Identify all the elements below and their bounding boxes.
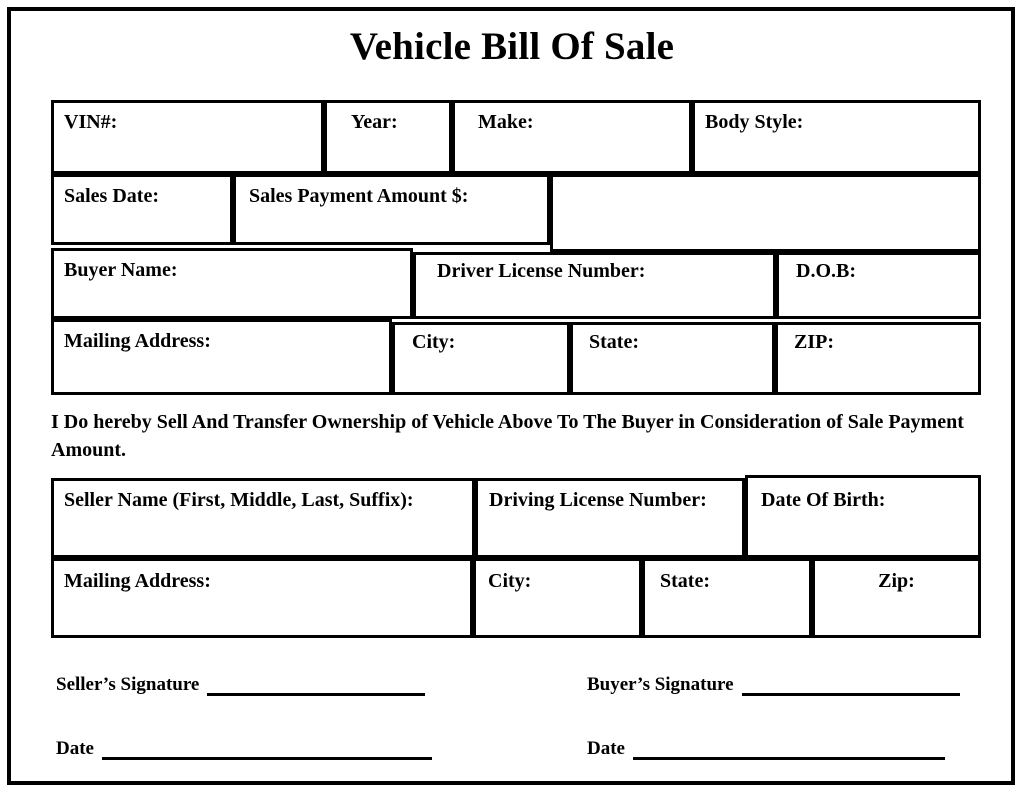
page-title: Vehicle Bill Of Sale xyxy=(349,25,675,68)
field-buyer-city[interactable] xyxy=(392,322,570,395)
field-buyer-zip-label: ZIP: xyxy=(794,331,834,353)
field-body-style-label: Body Style: xyxy=(705,111,804,133)
seller-signature-line[interactable] xyxy=(56,674,425,696)
field-buyer-state-label: State: xyxy=(589,331,639,353)
field-buyer-zip[interactable] xyxy=(775,322,981,395)
field-sales-date-label: Sales Date: xyxy=(64,185,159,207)
buyer-signature-label: Buyer’s Signature xyxy=(587,674,734,695)
field-buyer-driver-license-number-label: Driver License Number: xyxy=(437,260,646,282)
field-buyer-city-label: City: xyxy=(412,331,456,353)
field-seller-driving-license-number[interactable] xyxy=(475,478,745,558)
field-sales-date[interactable] xyxy=(51,174,233,245)
field-seller-name[interactable] xyxy=(51,478,475,558)
field-year[interactable] xyxy=(324,100,452,174)
field-buyer-name[interactable] xyxy=(51,248,413,319)
buyer-signature-rule[interactable] xyxy=(742,679,960,696)
seller-date-rule[interactable] xyxy=(102,743,432,760)
field-seller-mailing-address-label: Mailing Address: xyxy=(64,570,211,592)
field-seller-name-label: Seller Name (First, Middle, Last, Suffix): xyxy=(64,489,414,511)
buyer-date-label: Date xyxy=(587,738,625,759)
field-make[interactable] xyxy=(452,100,692,174)
field-seller-city-label: City: xyxy=(488,570,532,592)
field-seller-driving-license-number-label: Driving License Number: xyxy=(489,489,707,511)
field-seller-mailing-address[interactable] xyxy=(51,558,473,638)
field-sales-payment-amount-label: Sales Payment Amount $: xyxy=(249,185,469,207)
field-buyer-state[interactable] xyxy=(570,322,775,395)
field-seller-city[interactable] xyxy=(473,558,642,638)
field-seller-state-label: State: xyxy=(660,570,710,592)
seller-signature-label: Seller’s Signature xyxy=(56,674,200,695)
field-seller-state[interactable] xyxy=(642,558,812,638)
field-vin-label: VIN#: xyxy=(64,111,118,133)
field-seller-zip[interactable] xyxy=(812,558,981,638)
field-seller-zip-label: Zip: xyxy=(878,570,915,592)
seller-signature-rule[interactable] xyxy=(207,679,425,696)
buyer-date-line[interactable] xyxy=(587,738,945,760)
field-seller-date-of-birth-label: Date Of Birth: xyxy=(761,489,886,511)
field-buyer-name-label: Buyer Name: xyxy=(64,259,178,281)
field-buyer-dob[interactable] xyxy=(776,252,981,319)
field-vin[interactable] xyxy=(51,100,324,174)
field-buyer-driver-license-number[interactable] xyxy=(413,252,776,319)
field-sale-extra[interactable] xyxy=(550,174,981,252)
field-buyer-mailing-address[interactable] xyxy=(51,319,392,395)
seller-date-label: Date xyxy=(56,738,94,759)
field-buyer-mailing-address-label: Mailing Address: xyxy=(64,330,211,352)
field-seller-date-of-birth[interactable] xyxy=(745,475,981,558)
field-body-style[interactable] xyxy=(692,100,981,174)
transfer-statement: I Do hereby Sell And Transfer Ownership of Vehicle Above To The Buyer in Consideration of Sale Payment Amount. xyxy=(51,411,964,461)
field-sales-payment-amount[interactable] xyxy=(233,174,550,245)
field-buyer-dob-label: D.O.B: xyxy=(796,260,856,282)
seller-date-line[interactable] xyxy=(56,738,432,760)
field-year-label: Year: xyxy=(351,111,398,133)
buyer-date-rule[interactable] xyxy=(633,743,945,760)
field-make-label: Make: xyxy=(478,111,534,133)
buyer-signature-line[interactable] xyxy=(587,674,960,696)
